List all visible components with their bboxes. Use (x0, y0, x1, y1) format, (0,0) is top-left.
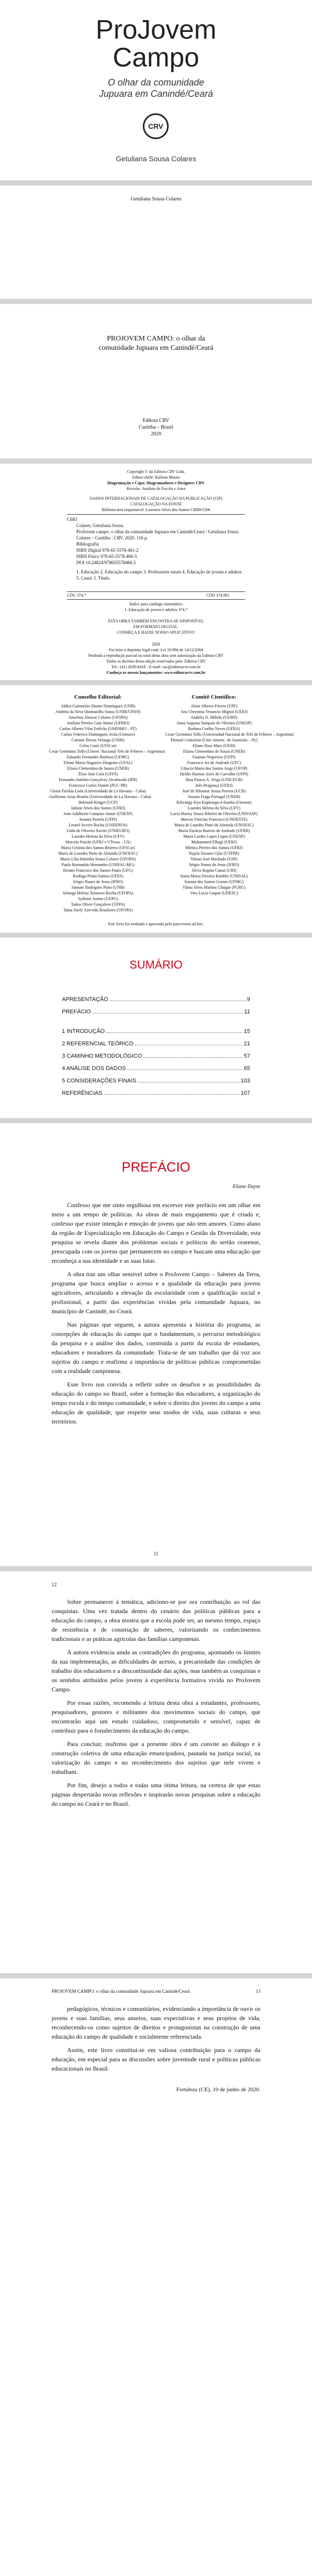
council-member: Antônio Pereira Gaio Júnior (UFRRJ) (67, 721, 129, 725)
toc-entry-page: 15 (243, 1028, 250, 1035)
page-separator (0, 1973, 312, 1978)
preface-final-page (0, 1978, 312, 2576)
toc-entry-label: 2 REFERENCIAL TEÓRICO (62, 1041, 134, 1047)
cover-page (0, 0, 312, 180)
cip-isbn-print: ISBN Físico 978-65-5578-460-5 (76, 554, 137, 559)
digital-notice-3: CONHEÇA E BAIXE NOSSO APLICATIVO! (117, 630, 195, 635)
page-separator (0, 299, 312, 304)
committee-member: Sérgio Nunes de Jesus (IFRO) (189, 862, 239, 867)
scientific-committee-column (165, 694, 294, 896)
title-line1: PROJOVEM CAMPO: o olhar da (107, 335, 205, 343)
title-year: 2020 (151, 431, 161, 437)
title-line2: comunidade Jupuara em Canindé/Ceará (98, 344, 214, 352)
copyright-line: Copyright © da Editora CRV Ltda. (127, 469, 185, 474)
toc-entry-label: 5 CONSIDERAÇÕES FINAIS (62, 1078, 137, 1084)
page-body (52, 1597, 260, 1812)
toc-entry[interactable] (62, 1063, 250, 1072)
toc-entry[interactable] (62, 1039, 250, 1047)
committee-member: Diosnel Centurion (Univ Americ. de Asunción – Py) (171, 738, 257, 742)
council-member: Tania Suely Azevedo Brasileiro (UFOPA) (63, 908, 133, 912)
council-member: Paulo Romualdo Hernandes (UNIFAL-MG) (61, 862, 135, 867)
council-member: Lídia de Oliveira Xavier (UNIEURO) (67, 828, 129, 833)
title-publisher: Editora CRV (142, 418, 170, 423)
toc-leader-dots (104, 1094, 239, 1095)
index-title: Índice para catálogo sistemático (129, 602, 183, 606)
committee-member: Francisco Ari de Andrade (UFC) (187, 760, 241, 765)
page-separator (0, 933, 312, 938)
body-paragraph: Sobre permanecer à temática, adiciono-se por ora contribuição ao rol das conquistas. Uma vez tratada dentro do cenário das políticas públicas para a educação do campo, a obra mostra que a escola pode ser, ao mesmo tempo, espaço de resistência e de construção de saberes, valorizando os conhecimentos tradicionais e as práticas agrícolas das famílias camponesas. (52, 1598, 260, 1642)
rights-year: 2020 (152, 642, 160, 647)
committee-member: Anna Augusta Sampaio de Oliveira (UNESP) (176, 721, 252, 725)
toc-entry-page: 57 (243, 1053, 250, 1059)
council-member: Andréia da Silva Quintanilha Sousa (UNIR/UFRN) (55, 709, 141, 714)
preface-signature: Fortaleza (CE), 10 de junho de 2020. (176, 2087, 260, 2093)
committee-member: Helder Buenos Aires de Carvalho (UFPI) (179, 772, 249, 776)
copyright-page (0, 464, 312, 680)
council-member: Cesar Gerónimo Tello (Univer. Nacional Três de Febrero – Argentina) (49, 749, 165, 754)
copyright-design: Diagramação e Capa: Diagramadores e Designers CRV (107, 481, 205, 485)
committee-member: Kilwangy Kya Kapitango-a-Samba (Unemat) (176, 800, 252, 805)
page-separator (0, 1566, 312, 1571)
cover-title-line1: ProJovem (95, 15, 217, 45)
committee-member: Elizeu Clementino de Souza (UNEB) (183, 749, 245, 754)
council-member: Maria Cristina dos Santos Bezerra (UFSCar) (61, 845, 135, 850)
toc-leader-dots (143, 1057, 242, 1058)
cip-librarian: Bibliotecária responsável: Luzenira Alves dos Santos CRB9/1506 (102, 507, 210, 512)
council-note: Este livro foi avaliado e aprovado pelo parecerista ad hoc. (108, 922, 204, 926)
page-number: 11 (153, 1551, 159, 1557)
cover-author: Getuliana Sousa Colares (116, 155, 196, 163)
editorial-council-column (49, 694, 165, 913)
body-paragraph: Para concluir, reafirmo que a presente obra é um convite ao diálogo e à construção coletiva de uma educação emancipadora, pautada na justiça social, na valorização do campo e no reconhecimento dos sujeitos que nele vivem e trabalham. (52, 1740, 260, 1775)
committee-member: Eliane Rose Maio (UEM) (192, 743, 236, 748)
page-separator (0, 1118, 312, 1123)
rights-line-5: Conheça os nossos lançamentos: www.editoracrv.com.br (106, 670, 206, 675)
toc-entry[interactable] (62, 994, 250, 1003)
body-paragraph: Confesso que me sinto orgulhosa em escrever este prefácio em um olhar em meio a um tempo de políticas. As obras de mais engajamento que é criado e, confesso que existe intenção e emoção de jovens que não tem amores. Como aluno da região de Especialização em Educação do Campo e Gestão da Diversidade, esta pesquisa se revela diante dos problemas sociais e políticos do sertão cearense, preocupada com os jovens que permanecem no campo e buscam uma educação que reconheça a sua identidade e as suas lutas. (52, 1201, 260, 1264)
copyright-review: Revisão: Analista de Escrita e Artes (126, 486, 186, 491)
page-separator (0, 459, 312, 464)
digital-notice-2: EM FORMATO DIGITAL. (133, 624, 179, 629)
half-title-author: Getuliana Sousa Colares (130, 196, 182, 202)
body-paragraph: A obra traz um olhar sensível sobre o ProJovem Campo – Saberes da Terra, programa que busca ampliar o acesso e a qualidade da educação para jovens agricultores, articulando a elevação da escolaridade com a qualificação social e profissional, a partir das experiências vividas pela comunidade Jupuara, no município de Canindé, no Ceará. (52, 1270, 260, 1315)
council-member: Maria de Lourdes Pinto de Almeida (UNOESC) (58, 851, 138, 856)
committee-member: Vera Lucia Gaspar (UDESC) (190, 891, 238, 895)
digital-notice-1: ESTA OBRA TAMBÉM ENCONTRA-SE DISPONÍVEL (108, 619, 204, 623)
toc-entry[interactable] (62, 1026, 250, 1035)
cover-title-line2: Campo (112, 43, 200, 73)
index-line: 1. Educação de jovens e adultos 374.7 (124, 607, 188, 612)
cip-cdd: CDD 374.981 (206, 593, 229, 598)
toc-entry-page: 11 (244, 1009, 250, 1015)
committee-member: Vânia Alves Martins Chaigar (FURG) (182, 885, 246, 890)
page-separator (0, 180, 312, 185)
toc-entry-page: 103 (240, 1078, 250, 1084)
committee-member: Maria de Lourdes Pinto de Almeida (UNOESC) (174, 823, 254, 827)
council-member: Helmuth Krüger (UCP) (78, 800, 118, 805)
committee-member: Inês Bragança (UERJ) (195, 783, 233, 788)
council-member: Anselmo Alencar Colares (UFOPA) (68, 715, 128, 720)
body-paragraph: Assim, este livro constitui-se em valiosa contribuição para o campo da educação, em especial para as discussões sobre juventude rural e políticas públicas educacionais no Brasil. (52, 2046, 260, 2072)
council-member: Fernando Antônio Gonçalves Alcoforado (IPB) (59, 777, 137, 782)
committee-member: Ana Chrystina Venancio Mignot (UERJ) (180, 709, 248, 714)
rights-line-1: Foi feito o depósito legal conf. Lei 10.994 de 14/12/2004 (109, 648, 203, 652)
preface-body (52, 1200, 260, 1430)
page-number: 12 (52, 1582, 57, 1588)
toc-entry[interactable] (62, 1051, 250, 1059)
preface-attribution: Eliane Dayse (233, 1184, 260, 1190)
committee-member: Ilma Passos A. Veiga (UNICEUB) (185, 777, 243, 782)
council-member: Sérgio Nunes de Jesus (IFRO) (73, 879, 123, 884)
title-page (0, 304, 312, 459)
council-member: Solange Helena Ximenes-Rocha (UFOPA) (62, 891, 134, 895)
toc-entry-page: 65 (243, 1065, 250, 1072)
council-member: Rodrigo Pratte-Santos (UFES) (73, 874, 123, 878)
cip-doi: DOI 10.24824/978655578460.5 (76, 560, 136, 565)
body-paragraph: Nas páginas que seguem, a autora apresenta a história do programa, as concepções de educação do campo que o fundamentam, o percurso metodológico da pesquisa e a análise dos dados, construída a partir da escuta de estudantes, educadores e moradores da comunidade. Trata-se de um trabalho que dá voz aos sujeitos do campo e reafirma a importância de políticas públicas comprometidas com a realidade camponesa. (52, 1321, 260, 1375)
rights-line-3: Todos os direitos desta edição reservados pela: Editora CRV (106, 659, 206, 664)
council-member: Simone Rodrigues Pinto (UNB) (71, 885, 125, 890)
committee-member: Maria Eurácia Barreto de Andrade (UFRB) (178, 828, 250, 833)
cip-bibliography: Bibliografia (76, 541, 99, 547)
committee-member: Lucia Marisy Souza Ribeiro de Oliveira (UNIVASF) (170, 811, 258, 816)
council-member: Sydione Santos (UEPG) (78, 896, 118, 901)
council-member: Guillermo Arias Beatón (Universidade de La Havana – Cuba) (49, 794, 151, 799)
committee-member: Andréia N. Militão (UEMS) (190, 715, 238, 720)
council-member: Carmen Tereza Velanga (UNIR) (71, 738, 125, 742)
council-member: Francisco Carlos Duarte (PUC-PR) (69, 783, 127, 788)
council-member: Jailson Alves dos Santos (UFRJ) (71, 806, 125, 810)
council-member: Carlos Alberto Vilar Estêvão (UMINHO – PT) (59, 726, 137, 731)
toc-entry[interactable] (62, 1076, 250, 1084)
toc-entry-label: PREFÁCIO (62, 1009, 91, 1015)
council-member: Maria Lília Imbiriba Sousa Colares (UFOPA) (60, 857, 136, 861)
toc-entry-label: APRESENTAÇÃO (62, 996, 108, 1003)
council-member: Marcelo Paixão (UFRJ e UTexas – US) (65, 840, 131, 844)
toc-entry-label: 3 CAMINHO METODOLÓGICO (62, 1053, 142, 1059)
cip-title: DADOS INTERNACIONAIS DE CATALOGAÇÃO NA PUBLICAÇÃO (CIP) (89, 496, 223, 501)
committee-member: Gláucia Maria dos Santos Jorge (UFOP) (180, 766, 248, 771)
body-paragraph: Por fim, desejo a todos e todas uma ótima leitura, na certeza de que estas páginas despertarão novas reflexões e inspirarão novas pesquisas sobre a educação do campo no Ceará e no Brasil. (52, 1782, 260, 1807)
council-member: Leonel Severo Rocha (UNISINOS) (69, 823, 127, 827)
body-paragraph: Esse livro nos convida a refletir sobre os desafios e as possibilidades da educação do campo no Brasil, sobre a formação dos educadores, a organização do tempo escola e do tempo comunidade, e sobre o direito dos jovens do campo a uma educação de qualidade, que respeite seus modos de vida, suas culturas e seus territórios. (52, 1381, 260, 1425)
cip-rule-mid (67, 591, 245, 592)
committee-member: Mohammed Elhajji (UFRJ) (191, 840, 237, 844)
page-body (52, 2004, 260, 2077)
preface-page (0, 1123, 312, 1566)
committee-member: Altair Alberto Fávero (UPF) (190, 704, 238, 708)
council-member: Gloria Fariñas León (Universidade de La Havana – Cuba) (50, 789, 146, 793)
cip-subjects: 1. Educação 2. Educação do campo 3. Professores rurais 4. Educação de jovens e adultos 5. Ceará. I. Título. (76, 569, 242, 581)
toc-entry-label: 4 ANÁLISE DOS DADOS (62, 1065, 126, 1072)
page-separator (0, 680, 312, 685)
toc-entry-label: 1 INTRODUÇÃO (62, 1028, 105, 1035)
copyright-editor: Editor-chefe: Railson Moura (132, 475, 180, 480)
council-member: Aldira Guimarães Duarte Domínguez (UNB) (60, 704, 136, 708)
committee-member: Silvia Regina Canan (URI) (191, 868, 237, 873)
council-member: Renato Francisco dos Santos Paula (UFG) (63, 868, 133, 873)
committee-member: Lourdes Helena da Silva (UFV) (187, 806, 241, 810)
council-member: Celso Conti (UFSCar) (79, 743, 117, 748)
committee-member: Jussara Fraga Portugal (UNEB) (188, 794, 240, 799)
cover-subtitle-line1: O olhar da comunidade (107, 77, 205, 88)
committee-member: Suzana dos Santos Gomes (UFMG) (184, 879, 244, 884)
toc-entry[interactable] (62, 1007, 250, 1015)
council-member: João Adalberto Campato Junior (UNESP) (63, 811, 133, 816)
council-member: Carlos Federico Dominguez Avila (Unieuro) (61, 732, 135, 737)
council-member: Élsio José Corá (UFFS) (78, 772, 118, 776)
council-member: Elizeu Clementino de Souza (UNEB) (67, 766, 129, 771)
toc-entry-page: 9 (247, 996, 250, 1003)
committee-member: Nilson José Machado (USP) (190, 857, 238, 861)
cip-author: Colares, Getuliana Sousa. (76, 523, 124, 528)
toc-entry[interactable] (62, 1088, 250, 1096)
page-number: 13 (256, 1989, 260, 1994)
toc-page (0, 938, 312, 1118)
rights-line-4: Tel.: (41) 3039-6418 - E-mail: sac@editoracrv.com.br (111, 665, 201, 669)
toc-entry-label: REFERÊNCIAS (62, 1090, 103, 1096)
toc-entry-page: 21 (243, 1041, 250, 1047)
committee-member: Mônica Pereira dos Santos (UFRJ) (185, 845, 243, 850)
committee-member: Barbara Coelho Neves (UFBA) (188, 726, 240, 731)
cip-rule-top (67, 514, 245, 515)
cip-cdu: CDU 374.7 (67, 593, 86, 598)
council-member: Josania Portela (UFPI) (79, 817, 117, 822)
publisher-logo-icon: CRV (143, 113, 169, 139)
council-member: Elione Maria Nogueira Diogenes (UFAL) (63, 760, 133, 765)
committee-member: Marcos Vinicius Francisco (UNOESTE) (180, 817, 248, 822)
half-title-page (0, 185, 312, 299)
body-paragraph: pedagógicos, técnicos e comunitários, evidenciando a importância de ouvir os jovens e suas famílias, seus anseios, suas expectativas e seus projetos de vida, reconhecendo-os como sujeitos de direitos e protagonistas na construção de uma educação do campo de qualidade e socialmente referenciada. (52, 2005, 260, 2040)
committee-member: Najela Tavares Ujiie (UTFPR) (189, 851, 239, 856)
body-paragraph: A autora evidencia ainda as contradições do programa, apontando os limites da sua implementação, as dificuldades de acesso, a precariedade das condições de trabalho dos educadores e a descontinuidade das ações, mas também as conquistas e os sentidos atribuídos pelos jovens à experiência formativa vivida no ProJovem Campo. (52, 1649, 260, 1693)
cip-subtitle: CATALOGAÇÃO NA FONTE (130, 502, 182, 506)
editorial-council-title: Conselho Editorial: (74, 694, 122, 700)
toc-title: SUMÁRIO (129, 958, 183, 971)
council-member: Eduardo Fernandes Barbosa (UFMG) (67, 755, 129, 759)
committee-member: Cesar Gerónimo Tello (Universidad Nacional de Três de Febrero – Argentina) (165, 732, 294, 737)
running-header (52, 1989, 260, 1994)
scientific-committee-title: Comitê Científico: (191, 694, 237, 700)
preface-continued-page (0, 1571, 312, 1973)
council-member: Lourdes Helena da Silva (UFV) (71, 834, 125, 839)
cover-subtitle-line2: Jupuara em Canindé/Ceará (98, 89, 214, 99)
cip-isbn-digital: ISBN Digital 978-65-5578-461-2 (76, 548, 139, 553)
council-columns (49, 694, 294, 916)
cip-rule-bottom (67, 599, 245, 600)
rights-line-2: Proibida a reprodução parcial ou total desta obra sem autorização da Editora CRV (88, 653, 224, 658)
cip-body: ProJovem campo: o olhar da comunidade Jupuara em Canindé/Ceará / Getuliana Sousa Colares – Curitiba : CRV, 2020. 116 p. (76, 529, 239, 540)
title-city: Curitiba – Brasil (139, 425, 173, 430)
preface-title: PREFÁCIO (122, 1159, 190, 1175)
committee-member: Fauston Negreiros (UFPI) (192, 755, 236, 759)
committee-member: Maria Lurdes Lopes Lopes (UNESP) (183, 834, 245, 839)
council-page (0, 685, 312, 933)
committee-member: Sonia Maria Ferreira Koehler (UNISAL) (180, 874, 248, 878)
committee-member: José de Ribamar Sousa Pereira (UCB) (182, 789, 246, 793)
toc-leader-dots (106, 1032, 242, 1033)
toc-entry-page: 107 (240, 1090, 250, 1096)
council-member: Tadeu Oliver Gonçalves (UFPA) (71, 902, 125, 907)
cip-catalog-box (67, 516, 245, 581)
cip-code: C683 (67, 517, 77, 522)
running-header-title: PROJOVEM CAMPO: o olhar da comunidade Jupuara em Canindé/Ceará (52, 1989, 190, 1994)
body-paragraph: Por essas razões, recomendo a leitura desta obra a estudantes, professores, pesquisadores, gestores e militantes dos movimentos sociais do campo, que encontrarão aqui um estudo cuidadoso, comprometido e sensível, capaz de contribuir para o fortalecimento da educação do campo. (52, 1699, 260, 1734)
